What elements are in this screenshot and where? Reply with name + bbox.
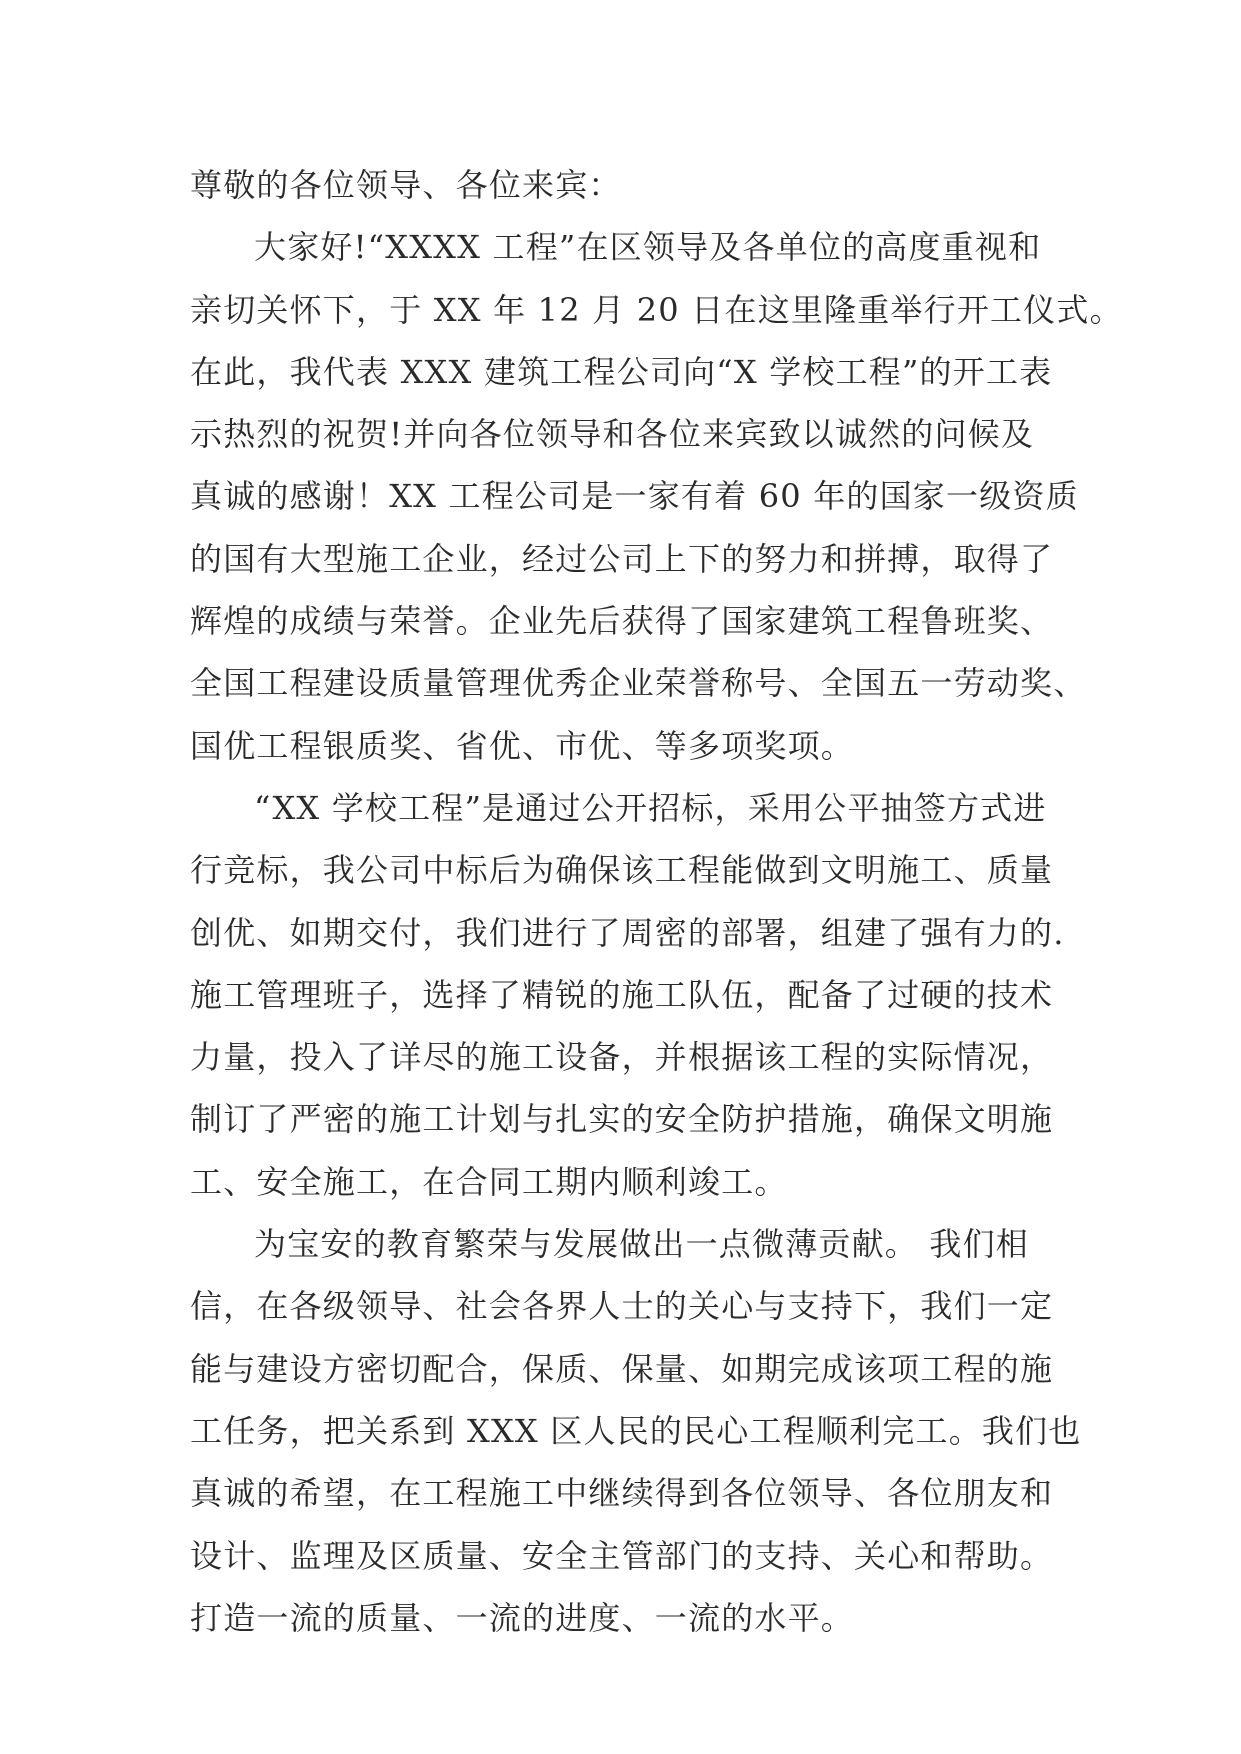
paragraph-line: 力量，投入了详尽的施工设备，并根据该工程的实际情况， xyxy=(190,1038,1054,1077)
paragraph-line: 打造一流的质量、一流的进度、一流的水平。 xyxy=(190,1598,855,1637)
paragraph-line: 施工管理班子，选择了精锐的施工队伍，配备了过硬的技术 xyxy=(190,975,1054,1014)
paragraph-line: 工、安全施工，在合同工期内顺利竣工。 xyxy=(190,1162,788,1201)
paragraph-line: 亲切关怀下，于 XX 年 12 月 20 日在这里隆重举行开工仪式。 xyxy=(190,290,1123,329)
paragraph-line: 国优工程银质奖、省优、市优、等多项奖项。 xyxy=(190,726,855,765)
salutation: 尊敬的各位领导、各位来宾： xyxy=(190,166,622,204)
paragraph-line: 真诚的感谢！XX 工程公司是一家有着 60 年的国家一级资质 xyxy=(190,477,1079,516)
paragraph-line: 全国工程建设质量管理优秀企业荣誉称号、全国五一劳动奖、 xyxy=(190,664,1087,703)
paragraph-3 xyxy=(190,1213,1082,1649)
paragraph-2 xyxy=(190,777,1070,1213)
paragraph-line: 真诚的希望，在工程施工中继续得到各位领导、各位朋友和 xyxy=(190,1474,1054,1513)
paragraph-line: 示热烈的祝贺!并向各位领导和各位来宾致以诚然的问候及 xyxy=(190,415,1035,454)
document-body xyxy=(190,154,1123,1649)
paragraph-line: 为宝安的教育繁荣与发展做出一点微薄贡献。 我们相 xyxy=(254,1225,1029,1264)
paragraph-line: 大家好!“XXXX 工程”在区领导及各单位的高度重视和 xyxy=(254,228,1042,267)
paragraph-line: 信，在各级领导、社会各界人士的关心与支持下，我们一定 xyxy=(190,1287,1054,1326)
paragraph-line: 在此，我代表 XXX 建筑工程公司向“X 学校工程”的开工表 xyxy=(190,352,1053,391)
paragraph-line: 制订了严密的施工计划与扎实的安全防护措施，确保文明施 xyxy=(190,1100,1054,1139)
paragraph-line: 的国有大型施工企业，经过公司上下的努力和拼搏，取得了 xyxy=(190,539,1054,578)
paragraph-line: 创优、如期交付，我们进行了周密的部署，组建了强有力的. xyxy=(190,913,1065,952)
paragraph-line: 辉煌的成绩与荣誉。企业先后获得了国家建筑工程鲁班奖、 xyxy=(190,602,1054,641)
paragraph-line: 能与建设方密切配合，保质、保量、如期完成该项工程的施 xyxy=(190,1349,1054,1388)
paragraph-line: “XX 学校工程”是通过公开招标，采用公平抽签方式进 xyxy=(254,788,1047,827)
paragraph-line: 设计、监理及区质量、安全主管部门的支持、关心和帮助。 xyxy=(190,1536,1054,1575)
paragraph-1 xyxy=(190,216,1123,777)
paragraph-line: 行竞标，我公司中标后为确保该工程能做到文明施工、质量 xyxy=(190,851,1054,890)
paragraph-line: 工任务，把关系到 XXX 区人民的民心工程顺利完工。我们也 xyxy=(190,1411,1082,1450)
